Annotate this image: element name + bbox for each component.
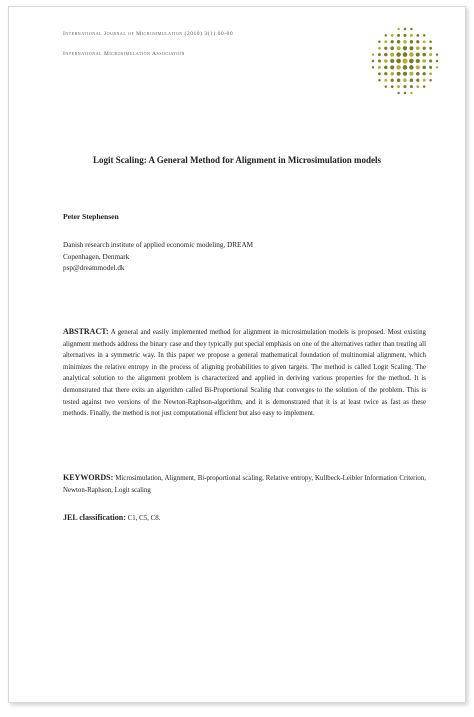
logo-dot [410, 78, 414, 82]
logo-dot [397, 28, 399, 30]
logo-dot [423, 40, 426, 43]
affiliation-city: Copenhagen, Denmark [63, 252, 130, 261]
logo-dot [384, 79, 387, 82]
keywords-text: Microsimulation, Alignment, Bi-proportional scaling, Relative entropy, Kullbeck-Leibler Information Criterion, Newton-Raphson, Logit scaling [63, 475, 426, 494]
logo-dot [416, 79, 419, 82]
logo-dot [404, 28, 407, 31]
logo-dot [403, 72, 407, 76]
jel-block [63, 512, 160, 525]
logo-dot [390, 65, 394, 69]
logo-dot [429, 72, 432, 75]
logo-dot [410, 40, 414, 44]
logo-dot [429, 53, 432, 56]
logo-dot [429, 59, 432, 62]
logo-dot [397, 85, 400, 88]
logo-dot [390, 72, 394, 76]
logo-dot [372, 66, 374, 68]
logo-dot [403, 46, 407, 50]
logo-dot [429, 41, 432, 44]
logo-dot [416, 53, 420, 57]
affiliation-email: psp@dreammodel.dk [63, 264, 125, 272]
logo-dot [396, 65, 400, 69]
logo-dot [378, 72, 381, 75]
logo-dot [410, 28, 412, 30]
jel-codes: C1, C5, C8. [127, 515, 161, 522]
logo-dot [372, 53, 374, 55]
logo-dot [416, 59, 420, 63]
keywords-label: KEYWORDS: [63, 473, 114, 482]
logo-dot [423, 47, 426, 50]
logo-dot [436, 53, 438, 55]
journal-citation: International Journal of Microsimulation (2010) 3(1) 00-00 [63, 31, 234, 37]
logo-dot [378, 59, 381, 62]
logo-dot [390, 59, 394, 63]
logo-dot [397, 46, 401, 50]
affiliation-institute: Danish research institute of applied economic modeling, DREAM [63, 241, 254, 249]
logo-dot [436, 60, 439, 63]
logo-dot [397, 92, 399, 94]
logo-dot [429, 79, 432, 82]
logo-dot [384, 47, 387, 50]
logo-dot [410, 34, 413, 37]
logo-dot [403, 78, 407, 82]
logo-dot [403, 34, 406, 37]
logo-dot [397, 40, 401, 44]
logo-dot [403, 52, 408, 57]
logo-dot [402, 58, 407, 63]
logo-dot [390, 46, 394, 50]
paper-page [8, 6, 466, 703]
logo-dot [409, 72, 413, 76]
logo-dot [390, 53, 394, 57]
logo-dot [409, 52, 413, 56]
logo-dot [378, 79, 381, 82]
abstract-block [63, 326, 426, 420]
logo-dot [403, 40, 407, 44]
logo-dot [403, 65, 408, 70]
logo-dot [378, 66, 381, 69]
logo-dot [384, 59, 388, 63]
logo-dot [378, 53, 381, 56]
logo-dot [384, 53, 388, 57]
logo-dot [404, 92, 407, 95]
logo-dot [384, 72, 387, 75]
logo-dot [378, 47, 381, 50]
logo-dot [423, 85, 426, 88]
logo-dot [422, 66, 426, 70]
logo-dot [416, 40, 419, 43]
logo-dot [416, 46, 420, 50]
logo-dot [409, 65, 413, 69]
logo-dot [416, 85, 419, 88]
keywords-block [63, 472, 426, 496]
logo-dot [416, 65, 420, 69]
logo-dot [384, 40, 387, 43]
logo-dot [391, 40, 394, 43]
abstract-label: ABSTRACT: [63, 327, 109, 336]
logo-dot [422, 53, 426, 57]
logo-dot [422, 59, 426, 63]
logo-dot [397, 72, 401, 76]
logo-dot [409, 46, 413, 50]
logo-dot [410, 85, 413, 88]
logo-dot [396, 59, 401, 64]
logo-dot [391, 85, 394, 88]
logo-dot [423, 34, 426, 37]
logo-dot [385, 85, 388, 88]
logo-dot [403, 85, 406, 88]
logo-dot [378, 41, 381, 44]
jel-label: JEL classification: [63, 513, 126, 522]
logo-dot [397, 78, 401, 82]
logo-dot [416, 72, 420, 76]
paper-title: Logit Scaling: A General Method for Alignment in Microsimulation models [93, 155, 381, 165]
logo-dot [423, 72, 426, 75]
author-affiliation [63, 240, 253, 275]
logo-dot [429, 47, 432, 50]
logo-dot [436, 66, 438, 68]
ima-globe-logo-icon [367, 23, 443, 99]
journal-association: International Microsimulation Association [63, 51, 185, 57]
logo-dot [429, 66, 432, 69]
logo-dot [397, 34, 400, 37]
logo-dot [391, 34, 394, 37]
logo-dot [384, 66, 388, 70]
logo-dot [423, 79, 426, 82]
logo-dot [409, 59, 414, 64]
logo-dot [410, 92, 412, 94]
logo-dot [396, 52, 400, 56]
logo-dot [385, 34, 388, 37]
logo-dot [391, 79, 394, 82]
abstract-text: A general and easily implemented method for alignment in microsimulation models is proposed. Most existing alignment methods address the binary case and they typically put special emphasis on one of the alternatives rather than treating all alternatives in a symmetric way. In this paper we propose a general mathematical foundation of multinomial alignment, which minimizes the relative entropy in the process of aligning probabilities to given targets. The method is called Logit Scaling. The analytical solution to the alignment problem is characterized and applied in deriving various properties for the method. It is demonstrated that there exits an algorithm called Bi-Proportional Scaling that converges to the solution of the problem. This is tested against two versions of the Newton-Raphson-algorithm, and it is demonstrated that it is at least twice as fast as these methods. Finally, the method is not just computational efficient but also easy to implement. [63, 329, 426, 418]
logo-dot [416, 34, 419, 37]
logo-dot [372, 60, 375, 63]
author-name: Peter Stephensen [63, 212, 119, 221]
